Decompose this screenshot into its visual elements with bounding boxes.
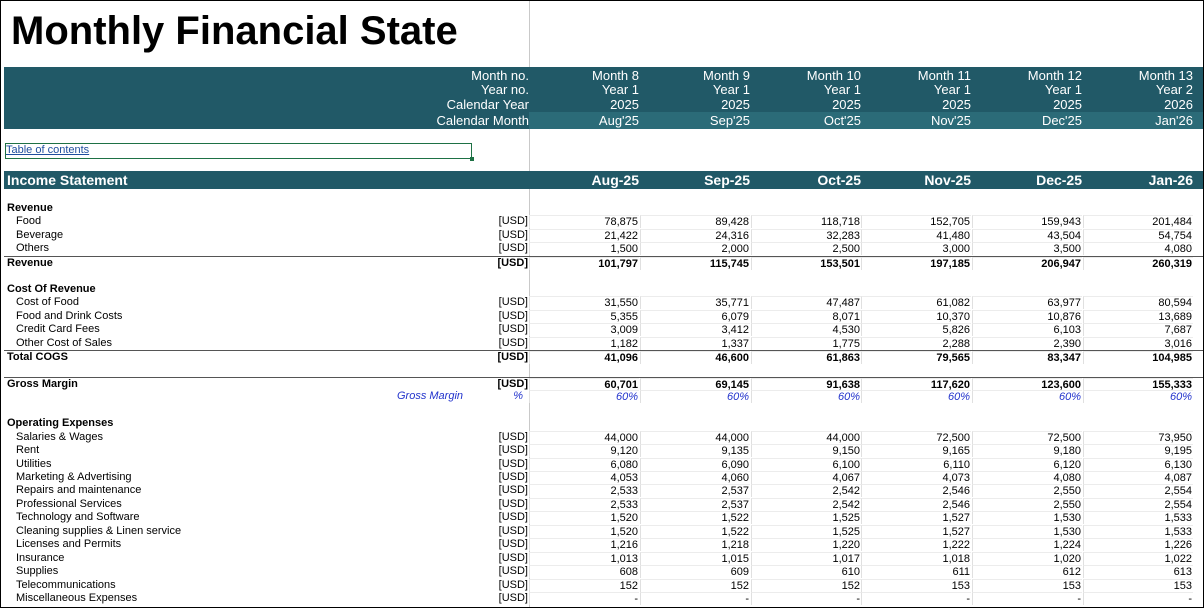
- value-cell[interactable]: 2,542: [751, 498, 861, 511]
- income-statement-month-2: Sep-25: [704, 172, 750, 188]
- value-cell[interactable]: 1,522: [640, 511, 750, 524]
- header-year-no-4: Year 1: [933, 82, 971, 97]
- row-label: Licenses and Permits: [16, 538, 122, 551]
- table-row: [4, 323, 1203, 336]
- row-label: Marketing & Advertising: [16, 471, 132, 483]
- fill-handle[interactable]: [470, 157, 474, 161]
- value-cell[interactable]: -: [529, 592, 639, 605]
- row-unit: [USD]: [498, 592, 528, 605]
- value-cell[interactable]: 46,600: [640, 351, 750, 364]
- value-cell[interactable]: 6,120: [972, 458, 1082, 471]
- value-cell[interactable]: 6,080: [529, 458, 639, 471]
- table-row: [4, 444, 1203, 457]
- value-cell[interactable]: 1,022: [1083, 552, 1193, 565]
- value-cell[interactable]: 201,484: [1083, 215, 1193, 228]
- row-unit: [USD]: [497, 350, 528, 363]
- value-cell[interactable]: 4,530: [751, 323, 861, 336]
- header-label-year-no: Year no.: [481, 82, 529, 97]
- value-cell[interactable]: 44,000: [640, 431, 750, 444]
- row-label: Salaries & Wages: [16, 430, 104, 443]
- value-cell[interactable]: 1,527: [861, 525, 971, 538]
- income-statement-month-3: Oct-25: [817, 172, 861, 188]
- value-cell[interactable]: 1,018: [861, 552, 971, 565]
- blank-row: [4, 363, 1203, 376]
- value-cell[interactable]: 89,428: [640, 215, 750, 228]
- value-cell[interactable]: 91,638: [751, 378, 861, 391]
- value-cell[interactable]: 1,226: [1083, 538, 1193, 551]
- row-label: Total COGS: [7, 350, 68, 363]
- value-cell[interactable]: 153: [972, 579, 1082, 592]
- table-row: [4, 215, 1203, 228]
- value-cell[interactable]: 44,000: [751, 431, 861, 444]
- table-row: [4, 458, 1203, 471]
- table-row: [4, 229, 1203, 242]
- value-cell[interactable]: 153: [861, 579, 971, 592]
- blank-row: [4, 269, 1203, 282]
- table-row: [4, 565, 1203, 578]
- value-cell[interactable]: 6,090: [640, 458, 750, 471]
- row-label: Utilities: [16, 457, 52, 470]
- value-cell[interactable]: 153,501: [751, 257, 861, 270]
- value-cell[interactable]: 104,985: [1083, 351, 1193, 364]
- value-cell[interactable]: 41,480: [861, 229, 971, 242]
- value-cell[interactable]: 608: [529, 565, 639, 578]
- header-cal-year-1: 2025: [610, 97, 639, 112]
- table-row: [4, 350, 1203, 364]
- header-month-no-1: Month 8: [592, 68, 639, 83]
- table-row: [4, 417, 1203, 430]
- value-cell[interactable]: 1,013: [529, 552, 639, 565]
- value-cell[interactable]: 35,771: [640, 296, 750, 309]
- row-label: Beverage: [16, 228, 64, 241]
- value-cell[interactable]: 117,620: [861, 378, 971, 391]
- row-unit: [USD]: [498, 565, 528, 578]
- row-unit: [USD]: [498, 309, 528, 322]
- value-cell[interactable]: 1,218: [640, 538, 750, 551]
- row-unit: [USD]: [498, 551, 528, 564]
- row-label: Operating Expenses: [7, 417, 114, 430]
- table-row: [4, 337, 1203, 350]
- value-cell[interactable]: 1,525: [751, 525, 861, 538]
- blank-row: [4, 404, 1203, 417]
- table-row: [4, 471, 1203, 484]
- value-cell[interactable]: 612: [972, 565, 1082, 578]
- value-cell[interactable]: 1,522: [640, 525, 750, 538]
- value-cell[interactable]: 2,554: [1083, 498, 1193, 511]
- value-cell[interactable]: 1,017: [751, 552, 861, 565]
- value-cell[interactable]: 72,500: [861, 431, 971, 444]
- value-cell[interactable]: 9,195: [1083, 444, 1193, 457]
- value-cell[interactable]: 152: [751, 579, 861, 592]
- value-cell[interactable]: 61,863: [751, 351, 861, 364]
- row-unit: [USD]: [498, 242, 528, 255]
- header-cal-year-2: 2025: [721, 97, 750, 112]
- row-label: Technology and Software: [16, 511, 140, 524]
- row-unit: [USD]: [497, 377, 528, 390]
- row-unit: [USD]: [498, 457, 528, 470]
- income-statement-title: Income Statement: [7, 172, 128, 188]
- value-cell[interactable]: 21,422: [529, 229, 639, 242]
- value-cell[interactable]: 60%: [1083, 390, 1193, 403]
- header-cal-year-6: 2026: [1164, 97, 1193, 112]
- header-cal-year-5: 2025: [1053, 97, 1082, 112]
- value-cell[interactable]: 1,337: [640, 337, 750, 350]
- row-unit: [USD]: [498, 215, 528, 228]
- table-row: [4, 310, 1203, 323]
- value-cell[interactable]: 2,537: [640, 498, 750, 511]
- value-cell[interactable]: 2,390: [972, 337, 1082, 350]
- row-unit: [USD]: [498, 538, 528, 551]
- value-cell[interactable]: 4,080: [972, 471, 1082, 484]
- row-label: Insurance: [16, 551, 65, 564]
- value-cell[interactable]: 1,520: [529, 511, 639, 524]
- value-cell[interactable]: 13,689: [1083, 310, 1193, 323]
- row-label: Others: [16, 242, 50, 255]
- value-cell[interactable]: 1,222: [861, 538, 971, 551]
- value-cell[interactable]: -: [972, 592, 1082, 605]
- value-cell[interactable]: 611: [861, 565, 971, 578]
- income-statement-month-5: Dec-25: [1036, 172, 1082, 188]
- value-cell[interactable]: 1,520: [529, 525, 639, 538]
- value-cell[interactable]: 197,185: [861, 257, 971, 270]
- value-cell[interactable]: 9,150: [751, 444, 861, 457]
- row-unit: %: [513, 390, 523, 403]
- value-cell[interactable]: 2,554: [1083, 484, 1193, 497]
- value-cell[interactable]: 2,500: [751, 242, 861, 255]
- value-cell[interactable]: 2,537: [640, 484, 750, 497]
- value-cell[interactable]: 2,533: [529, 498, 639, 511]
- table-row: [4, 256, 1203, 270]
- value-cell[interactable]: 10,370: [861, 310, 971, 323]
- value-cell[interactable]: 2,288: [861, 337, 971, 350]
- row-label: Gross Margin: [397, 390, 464, 403]
- header-year-no-5: Year 1: [1044, 82, 1082, 97]
- value-cell[interactable]: 4,073: [861, 471, 971, 484]
- value-cell[interactable]: 63,977: [972, 296, 1082, 309]
- value-cell[interactable]: 5,826: [861, 323, 971, 336]
- value-cell[interactable]: 73,950: [1083, 431, 1193, 444]
- income-statement-month-6: Jan-26: [1148, 172, 1193, 188]
- value-cell[interactable]: 69,145: [640, 378, 750, 391]
- value-cell[interactable]: 152: [640, 579, 750, 592]
- value-cell[interactable]: 43,504: [972, 229, 1082, 242]
- value-cell[interactable]: 159,943: [972, 215, 1082, 228]
- row-unit: [USD]: [498, 524, 528, 537]
- header-year-no-1: Year 1: [601, 82, 639, 97]
- row-unit: [USD]: [498, 471, 528, 483]
- value-cell[interactable]: 83,347: [972, 351, 1082, 364]
- row-label: Food and Drink Costs: [16, 309, 123, 322]
- header-label-month-no: Month no.: [471, 68, 529, 83]
- value-cell[interactable]: 3,009: [529, 323, 639, 336]
- table-row: [4, 498, 1203, 511]
- header-cal-year-3: 2025: [832, 97, 861, 112]
- value-cell[interactable]: 54,754: [1083, 229, 1193, 242]
- value-cell[interactable]: 1,525: [751, 511, 861, 524]
- row-label: Rent: [16, 444, 40, 457]
- value-cell[interactable]: 60%: [751, 390, 861, 403]
- value-cell[interactable]: 10,876: [972, 310, 1082, 323]
- row-label: Revenue: [7, 256, 53, 269]
- value-cell[interactable]: 6,079: [640, 310, 750, 323]
- row-label: Food: [16, 215, 42, 228]
- value-cell[interactable]: 2,542: [751, 484, 861, 497]
- table-of-contents-link[interactable]: Table of contents: [6, 144, 90, 156]
- value-cell[interactable]: 610: [751, 565, 861, 578]
- value-cell[interactable]: 118,718: [751, 215, 861, 228]
- row-label: Credit Card Fees: [16, 323, 100, 336]
- value-cell[interactable]: 24,316: [640, 229, 750, 242]
- value-cell[interactable]: -: [861, 592, 971, 605]
- value-cell[interactable]: 2,546: [861, 498, 971, 511]
- table-row: [4, 390, 1203, 403]
- value-cell[interactable]: 2,546: [861, 484, 971, 497]
- value-cell[interactable]: 155,333: [1083, 378, 1193, 391]
- value-cell[interactable]: 9,135: [640, 444, 750, 457]
- value-cell[interactable]: 61,082: [861, 296, 971, 309]
- value-cell[interactable]: 1,533: [1083, 511, 1193, 524]
- value-cell[interactable]: 1,015: [640, 552, 750, 565]
- value-cell[interactable]: 60%: [640, 390, 750, 403]
- header-cal-month-1: Aug'25: [598, 113, 639, 128]
- value-cell[interactable]: 1,182: [529, 337, 639, 350]
- table-row: [4, 579, 1203, 592]
- value-cell[interactable]: 2,550: [972, 484, 1082, 497]
- row-label: Cost of Food: [16, 296, 79, 309]
- table-row: [4, 296, 1203, 309]
- value-cell[interactable]: 1,530: [972, 525, 1082, 538]
- value-cell[interactable]: 6,130: [1083, 458, 1193, 471]
- header-month-no-2: Month 9: [703, 68, 750, 83]
- header-cal-month-3: Oct'25: [823, 113, 861, 128]
- value-cell[interactable]: -: [1083, 592, 1193, 605]
- row-label: Cleaning supplies & Linen service: [16, 524, 182, 537]
- row-unit: [USD]: [498, 323, 528, 336]
- value-cell[interactable]: 41,096: [529, 351, 639, 364]
- value-cell[interactable]: 60%: [529, 390, 639, 403]
- header-month-no-6: Month 13: [1138, 68, 1193, 83]
- header-cal-year-4: 2025: [942, 97, 971, 112]
- value-cell[interactable]: 31,550: [529, 296, 639, 309]
- row-unit: [USD]: [498, 484, 528, 497]
- period-header: [4, 67, 1203, 129]
- table-row: [4, 283, 1203, 296]
- row-label: Supplies: [16, 565, 59, 578]
- table-row: [4, 484, 1203, 497]
- value-cell[interactable]: 6,110: [861, 458, 971, 471]
- value-cell[interactable]: 3,412: [640, 323, 750, 336]
- value-cell[interactable]: -: [751, 592, 861, 605]
- toc-cell[interactable]: [5, 143, 472, 159]
- value-cell[interactable]: 3,000: [861, 242, 971, 255]
- table-row: [4, 511, 1203, 524]
- value-cell[interactable]: 115,745: [640, 257, 750, 270]
- value-cell[interactable]: 4,053: [529, 471, 639, 484]
- value-cell[interactable]: 1,220: [751, 538, 861, 551]
- row-unit: [USD]: [498, 296, 528, 309]
- row-unit: [USD]: [498, 444, 528, 457]
- income-statement-month-1: Aug-25: [591, 172, 639, 188]
- header-cal-month-5: Dec'25: [1041, 113, 1082, 128]
- row-label: Professional Services: [16, 497, 122, 510]
- value-cell[interactable]: 79,565: [861, 351, 971, 364]
- value-cell[interactable]: 6,100: [751, 458, 861, 471]
- value-cell[interactable]: 4,080: [1083, 242, 1193, 255]
- row-unit: [USD]: [498, 336, 528, 349]
- value-cell[interactable]: 8,071: [751, 310, 861, 323]
- value-cell[interactable]: 152,705: [861, 215, 971, 228]
- value-cell[interactable]: 2,533: [529, 484, 639, 497]
- value-cell[interactable]: 9,165: [861, 444, 971, 457]
- value-cell[interactable]: 1,530: [972, 511, 1082, 524]
- value-cell[interactable]: 4,060: [640, 471, 750, 484]
- table-row: [4, 525, 1203, 538]
- value-cell[interactable]: 78,875: [529, 215, 639, 228]
- table-row: [4, 592, 1203, 605]
- value-cell[interactable]: 1,533: [1083, 525, 1193, 538]
- value-cell[interactable]: 44,000: [529, 431, 639, 444]
- value-cell[interactable]: 260,319: [1083, 257, 1193, 270]
- value-cell[interactable]: 80,594: [1083, 296, 1193, 309]
- header-cal-month-2: Sep'25: [709, 113, 750, 128]
- value-cell[interactable]: 1,500: [529, 242, 639, 255]
- row-unit: [USD]: [498, 511, 528, 524]
- value-cell[interactable]: 4,067: [751, 471, 861, 484]
- table-row: [4, 242, 1203, 255]
- value-cell[interactable]: -: [640, 592, 750, 605]
- value-cell[interactable]: 153: [1083, 579, 1193, 592]
- header-month-no-3: Month 10: [806, 68, 861, 83]
- value-cell[interactable]: 2,000: [640, 242, 750, 255]
- income-statement-header: [4, 171, 1203, 189]
- row-unit: [USD]: [498, 578, 528, 591]
- value-cell[interactable]: 60,701: [529, 378, 639, 391]
- table-row: [4, 538, 1203, 551]
- value-cell[interactable]: 101,797: [529, 257, 639, 270]
- row-label: Telecommunications: [16, 578, 116, 591]
- value-cell[interactable]: 7,687: [1083, 323, 1193, 336]
- value-cell[interactable]: 9,180: [972, 444, 1082, 457]
- header-year-no-3: Year 1: [823, 82, 861, 97]
- header-year-no-6: Year 2: [1155, 82, 1193, 97]
- value-cell[interactable]: 1,216: [529, 538, 639, 551]
- header-month-no-5: Month 12: [1027, 68, 1082, 83]
- value-cell[interactable]: 4,087: [1083, 471, 1193, 484]
- value-cell[interactable]: 123,600: [972, 378, 1082, 391]
- value-cell[interactable]: 1,020: [972, 552, 1082, 565]
- value-cell[interactable]: 60%: [972, 390, 1082, 403]
- sheet-title: Monthly Financial State: [11, 9, 458, 53]
- value-cell[interactable]: 72,500: [972, 431, 1082, 444]
- value-cell[interactable]: 1,527: [861, 511, 971, 524]
- row-unit: [USD]: [498, 497, 528, 510]
- table-row: [4, 377, 1203, 391]
- header-cal-month-6: Jan'26: [1155, 113, 1193, 128]
- row-label: Cost Of Revenue: [7, 282, 96, 295]
- header-month-no-4: Month 11: [917, 68, 971, 83]
- row-label: Gross Margin: [7, 377, 78, 390]
- row-unit: [USD]: [498, 228, 528, 241]
- value-cell[interactable]: 47,487: [751, 296, 861, 309]
- table-row: [4, 552, 1203, 565]
- value-cell[interactable]: 3,016: [1083, 337, 1193, 350]
- row-label: Repairs and maintenance: [16, 484, 142, 497]
- value-cell[interactable]: 9,120: [529, 444, 639, 457]
- value-cell[interactable]: 1,775: [751, 337, 861, 350]
- header-label-cal-month: Calendar Month: [436, 113, 529, 128]
- value-cell[interactable]: 5,355: [529, 310, 639, 323]
- row-label: Revenue: [7, 202, 53, 214]
- value-cell[interactable]: 32,283: [751, 229, 861, 242]
- value-cell[interactable]: 152: [529, 579, 639, 592]
- table-row: [4, 202, 1203, 215]
- table-row: [4, 431, 1203, 444]
- value-cell[interactable]: 1,224: [972, 538, 1082, 551]
- row-unit: [USD]: [498, 430, 528, 443]
- value-cell[interactable]: 613: [1083, 565, 1193, 578]
- row-label: Other Cost of Sales: [16, 336, 112, 349]
- header-cal-month-4: Nov'25: [930, 113, 971, 128]
- header-label-cal-year: Calendar Year: [446, 97, 529, 112]
- income-statement-month-4: Nov-25: [924, 172, 971, 188]
- value-cell[interactable]: 206,947: [972, 257, 1082, 270]
- value-cell[interactable]: 3,500: [972, 242, 1082, 255]
- header-year-no-2: Year 1: [712, 82, 750, 97]
- value-cell[interactable]: 609: [640, 565, 750, 578]
- value-cell[interactable]: 2,550: [972, 498, 1082, 511]
- row-unit: [USD]: [497, 256, 528, 269]
- row-label: Miscellaneous Expenses: [16, 592, 138, 605]
- value-cell[interactable]: 60%: [861, 390, 971, 403]
- value-cell[interactable]: 6,103: [972, 323, 1082, 336]
